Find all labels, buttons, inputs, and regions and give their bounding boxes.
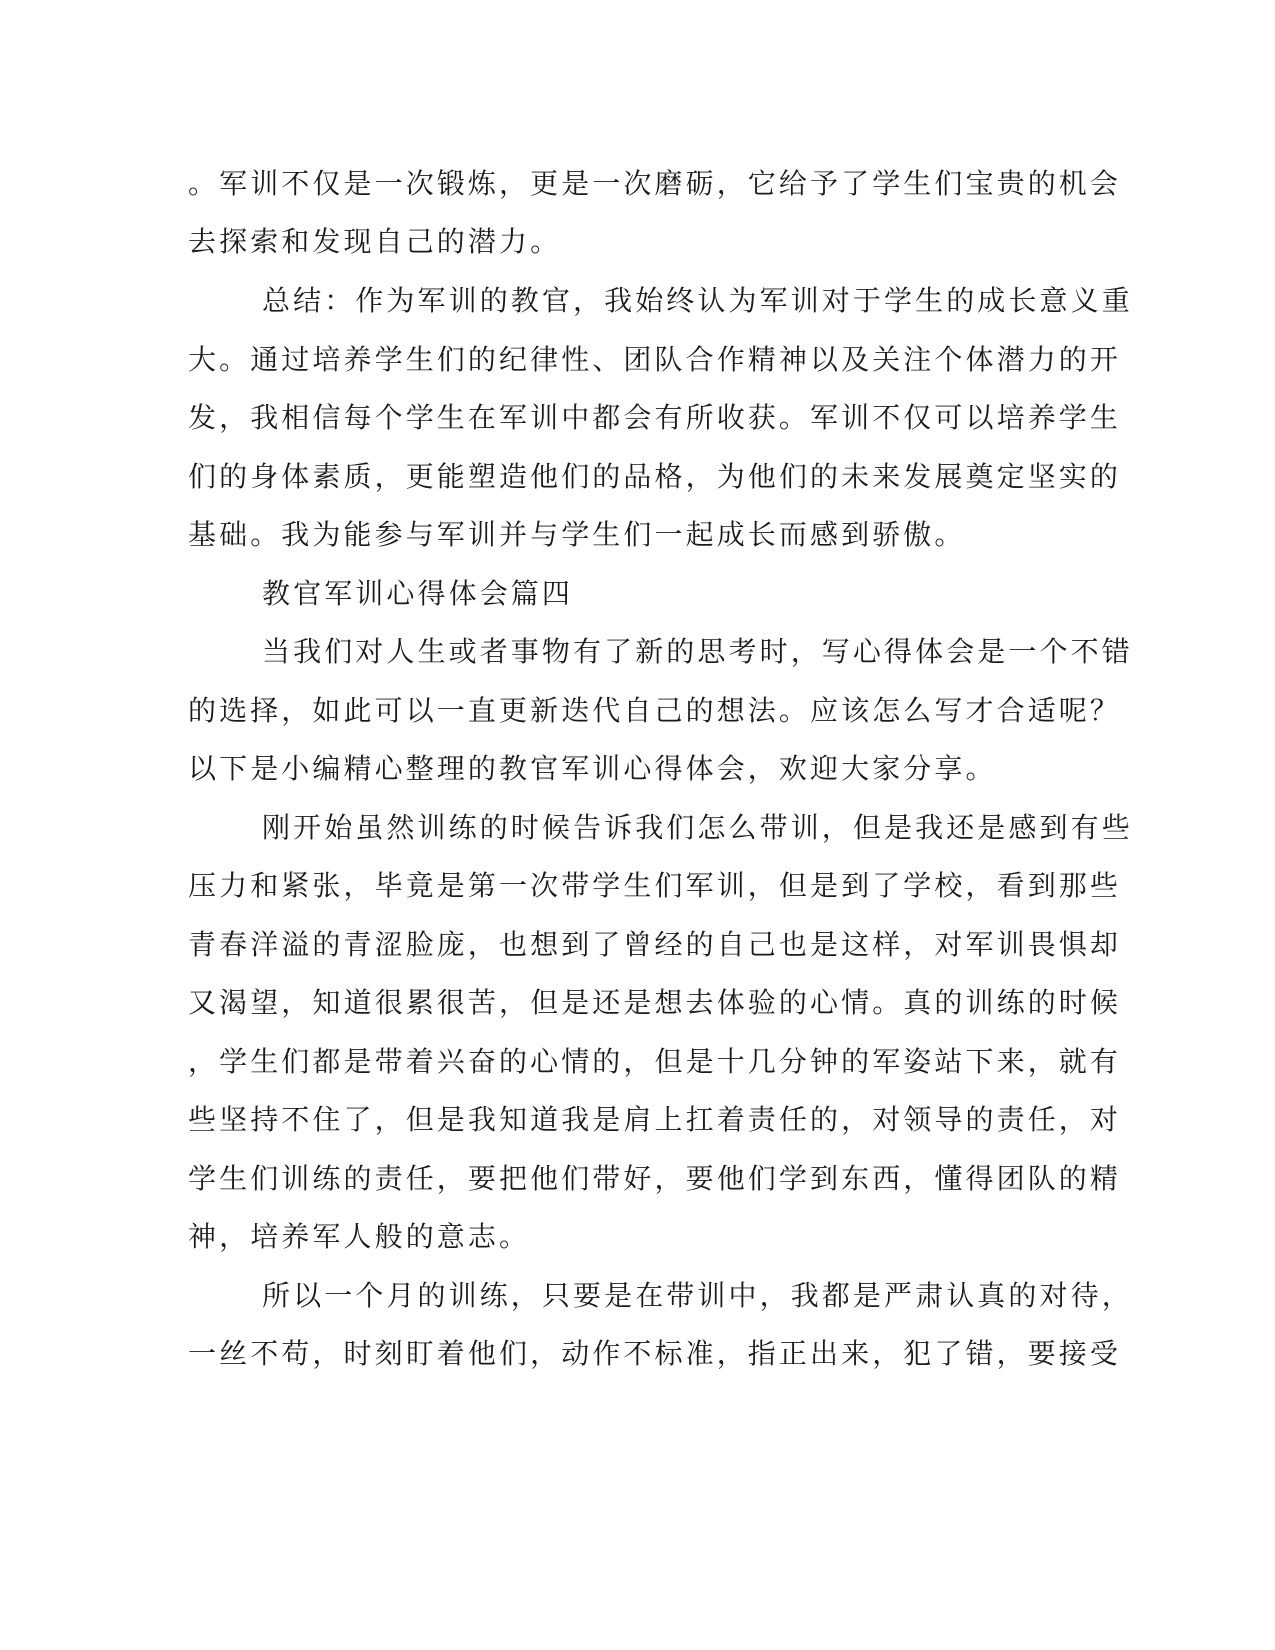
text-line: 神，培养军人般的意志。 bbox=[188, 1220, 531, 1253]
text-line: 大。通过培养学生们的纪律性、团队合作精神以及关注个体潜力的开 bbox=[188, 343, 1122, 376]
text-line: 。军训不仅是一次锻炼，更是一次磨砺，它给予了学生们宝贵的机会 bbox=[188, 167, 1122, 200]
text-line: 一丝不苟，时刻盯着他们，动作不标准，指正出来，犯了错，要接受 bbox=[188, 1337, 1122, 1370]
text-line: 压力和紧张，毕竟是第一次带学生们军训，但是到了学校，看到那些 bbox=[188, 869, 1122, 902]
paragraph-start-summary: 总结：作为军训的教官，我始终认为军训对于学生的成长意义重 bbox=[262, 284, 1133, 317]
text-line: 发，我相信每个学生在军训中都会有所收获。军训不仅可以培养学生 bbox=[188, 401, 1122, 434]
text-line: 的选择，如此可以一直更新迭代自己的想法。应该怎么写才合适呢？ bbox=[188, 694, 1122, 727]
text-line: 又渴望，知道很累很苦，但是还是想去体验的心情。真的训练的时候 bbox=[188, 986, 1122, 1019]
paragraph-start-intro: 当我们对人生或者事物有了新的思考时，写心得体会是一个不错 bbox=[262, 635, 1133, 668]
section-heading: 教官军训心得体会篇四 bbox=[262, 577, 574, 610]
text-line: 们的身体素质，更能塑造他们的品格，为他们的未来发展奠定坚实的 bbox=[188, 460, 1122, 493]
text-line: ，学生们都是带着兴奋的心情的，但是十几分钟的军姿站下来，就有 bbox=[188, 1045, 1122, 1078]
paragraph-start-training: 刚开始虽然训练的时候告诉我们怎么带训，但是我还是感到有些 bbox=[262, 811, 1133, 844]
text-line: 青春洋溢的青涩脸庞，也想到了曾经的自己也是这样，对军训畏惧却 bbox=[188, 928, 1122, 961]
text-line: 以下是小编精心整理的教官军训心得体会，欢迎大家分享。 bbox=[188, 752, 997, 785]
text-line: 些坚持不住了，但是我知道我是肩上扛着责任的，对领导的责任，对 bbox=[188, 1103, 1122, 1136]
text-line: 基础。我为能参与军训并与学生们一起成长而感到骄傲。 bbox=[188, 518, 966, 551]
text-line: 去探索和发现自己的潜力。 bbox=[188, 225, 562, 258]
paragraph-start-month: 所以一个月的训练，只要是在带训中，我都是严肃认真的对待， bbox=[262, 1279, 1133, 1312]
text-line: 学生们训练的责任，要把他们带好，要他们学到东西，懂得团队的精 bbox=[188, 1162, 1122, 1195]
